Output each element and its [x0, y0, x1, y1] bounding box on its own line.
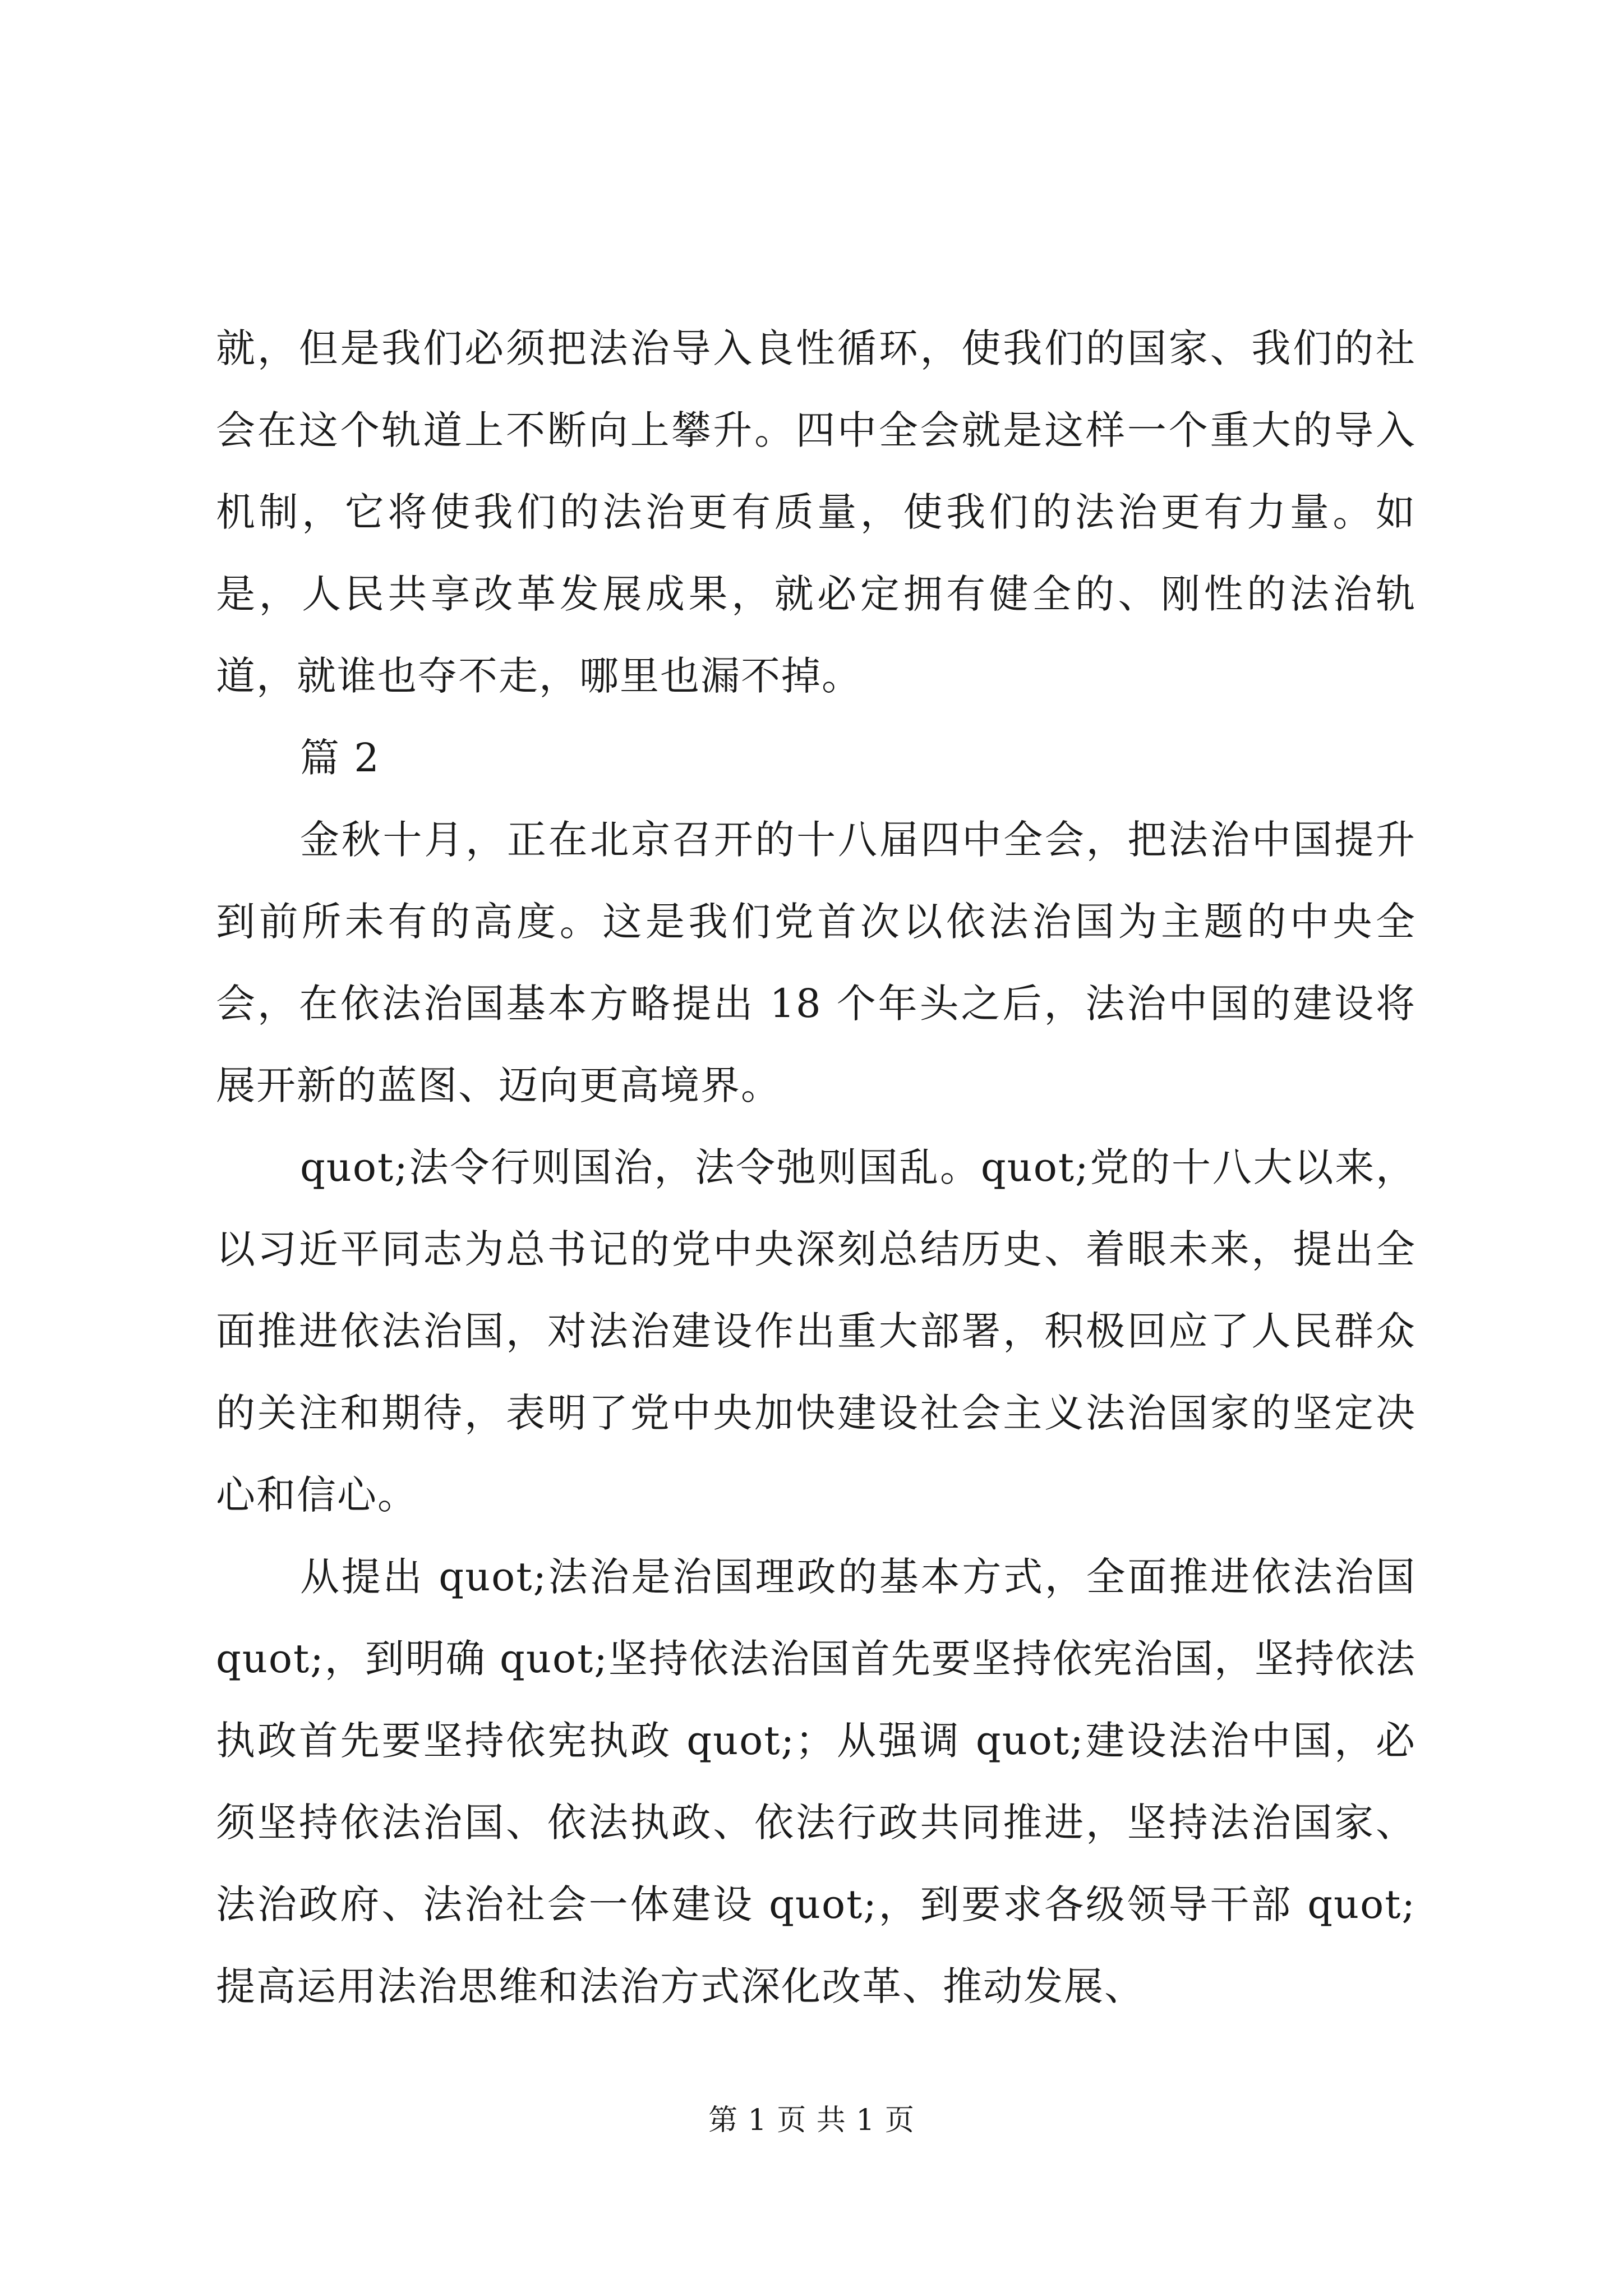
page-number: 第 1 页 共 1 页 [708, 2104, 915, 2137]
paragraph-continued: 就，但是我们必须把法治导入良性循环，使我们的国家、我们的社会在这个轨道上不断向上攀升。四中全会就是这样一个重大的导入机制，它将使我们的法治更有质量，使我们的法治更有力量。如是，人民共享改革发展成果，就必定拥有健全的、刚性的法治轨道，就谁也夺不走，哪里也漏不掉。 [216, 325, 1416, 699]
document-body [216, 307, 1416, 2027]
section-heading: 篇 2 [300, 735, 380, 781]
paragraph: 从提出 quot;法治是治国理政的基本方式，全面推进依法治国 quot;，到明确 quot;坚持依法治国首先要坚持依宪治国，坚持依法执政首先要坚持依宪执政 quot;；从强调 quot;建设法治中国，必须坚持依法治国、依法执政、依法行政共同推进，坚持法治国家、法治政府、法治社会一体建设 quot;，到要求各级领导干部 quot;提高运用法治思维和法治方式深化改革、推动发展、 [216, 1554, 1416, 2009]
page-footer [0, 2101, 1623, 2140]
paragraph: 金秋十月，正在北京召开的十八届四中全会，把法治中国提升到前所未有的高度。这是我们党首次以依法治国为主题的中央全会，在依法治国基本方略提出 18 个年头之后，法治中国的建设将展开新的蓝图、迈向更高境界。 [216, 817, 1416, 1108]
paragraph: quot;法令行则国治，法令弛则国乱。quot;党的十八大以来，以习近平同志为总书记的党中央深刻总结历史、着眼未来，提出全面推进依法治国，对法治建设作出重大部署，积极回应了人民群众的关注和期待，表明了党中央加快建设社会主义法治国家的坚定决心和信心。 [216, 1144, 1416, 1518]
